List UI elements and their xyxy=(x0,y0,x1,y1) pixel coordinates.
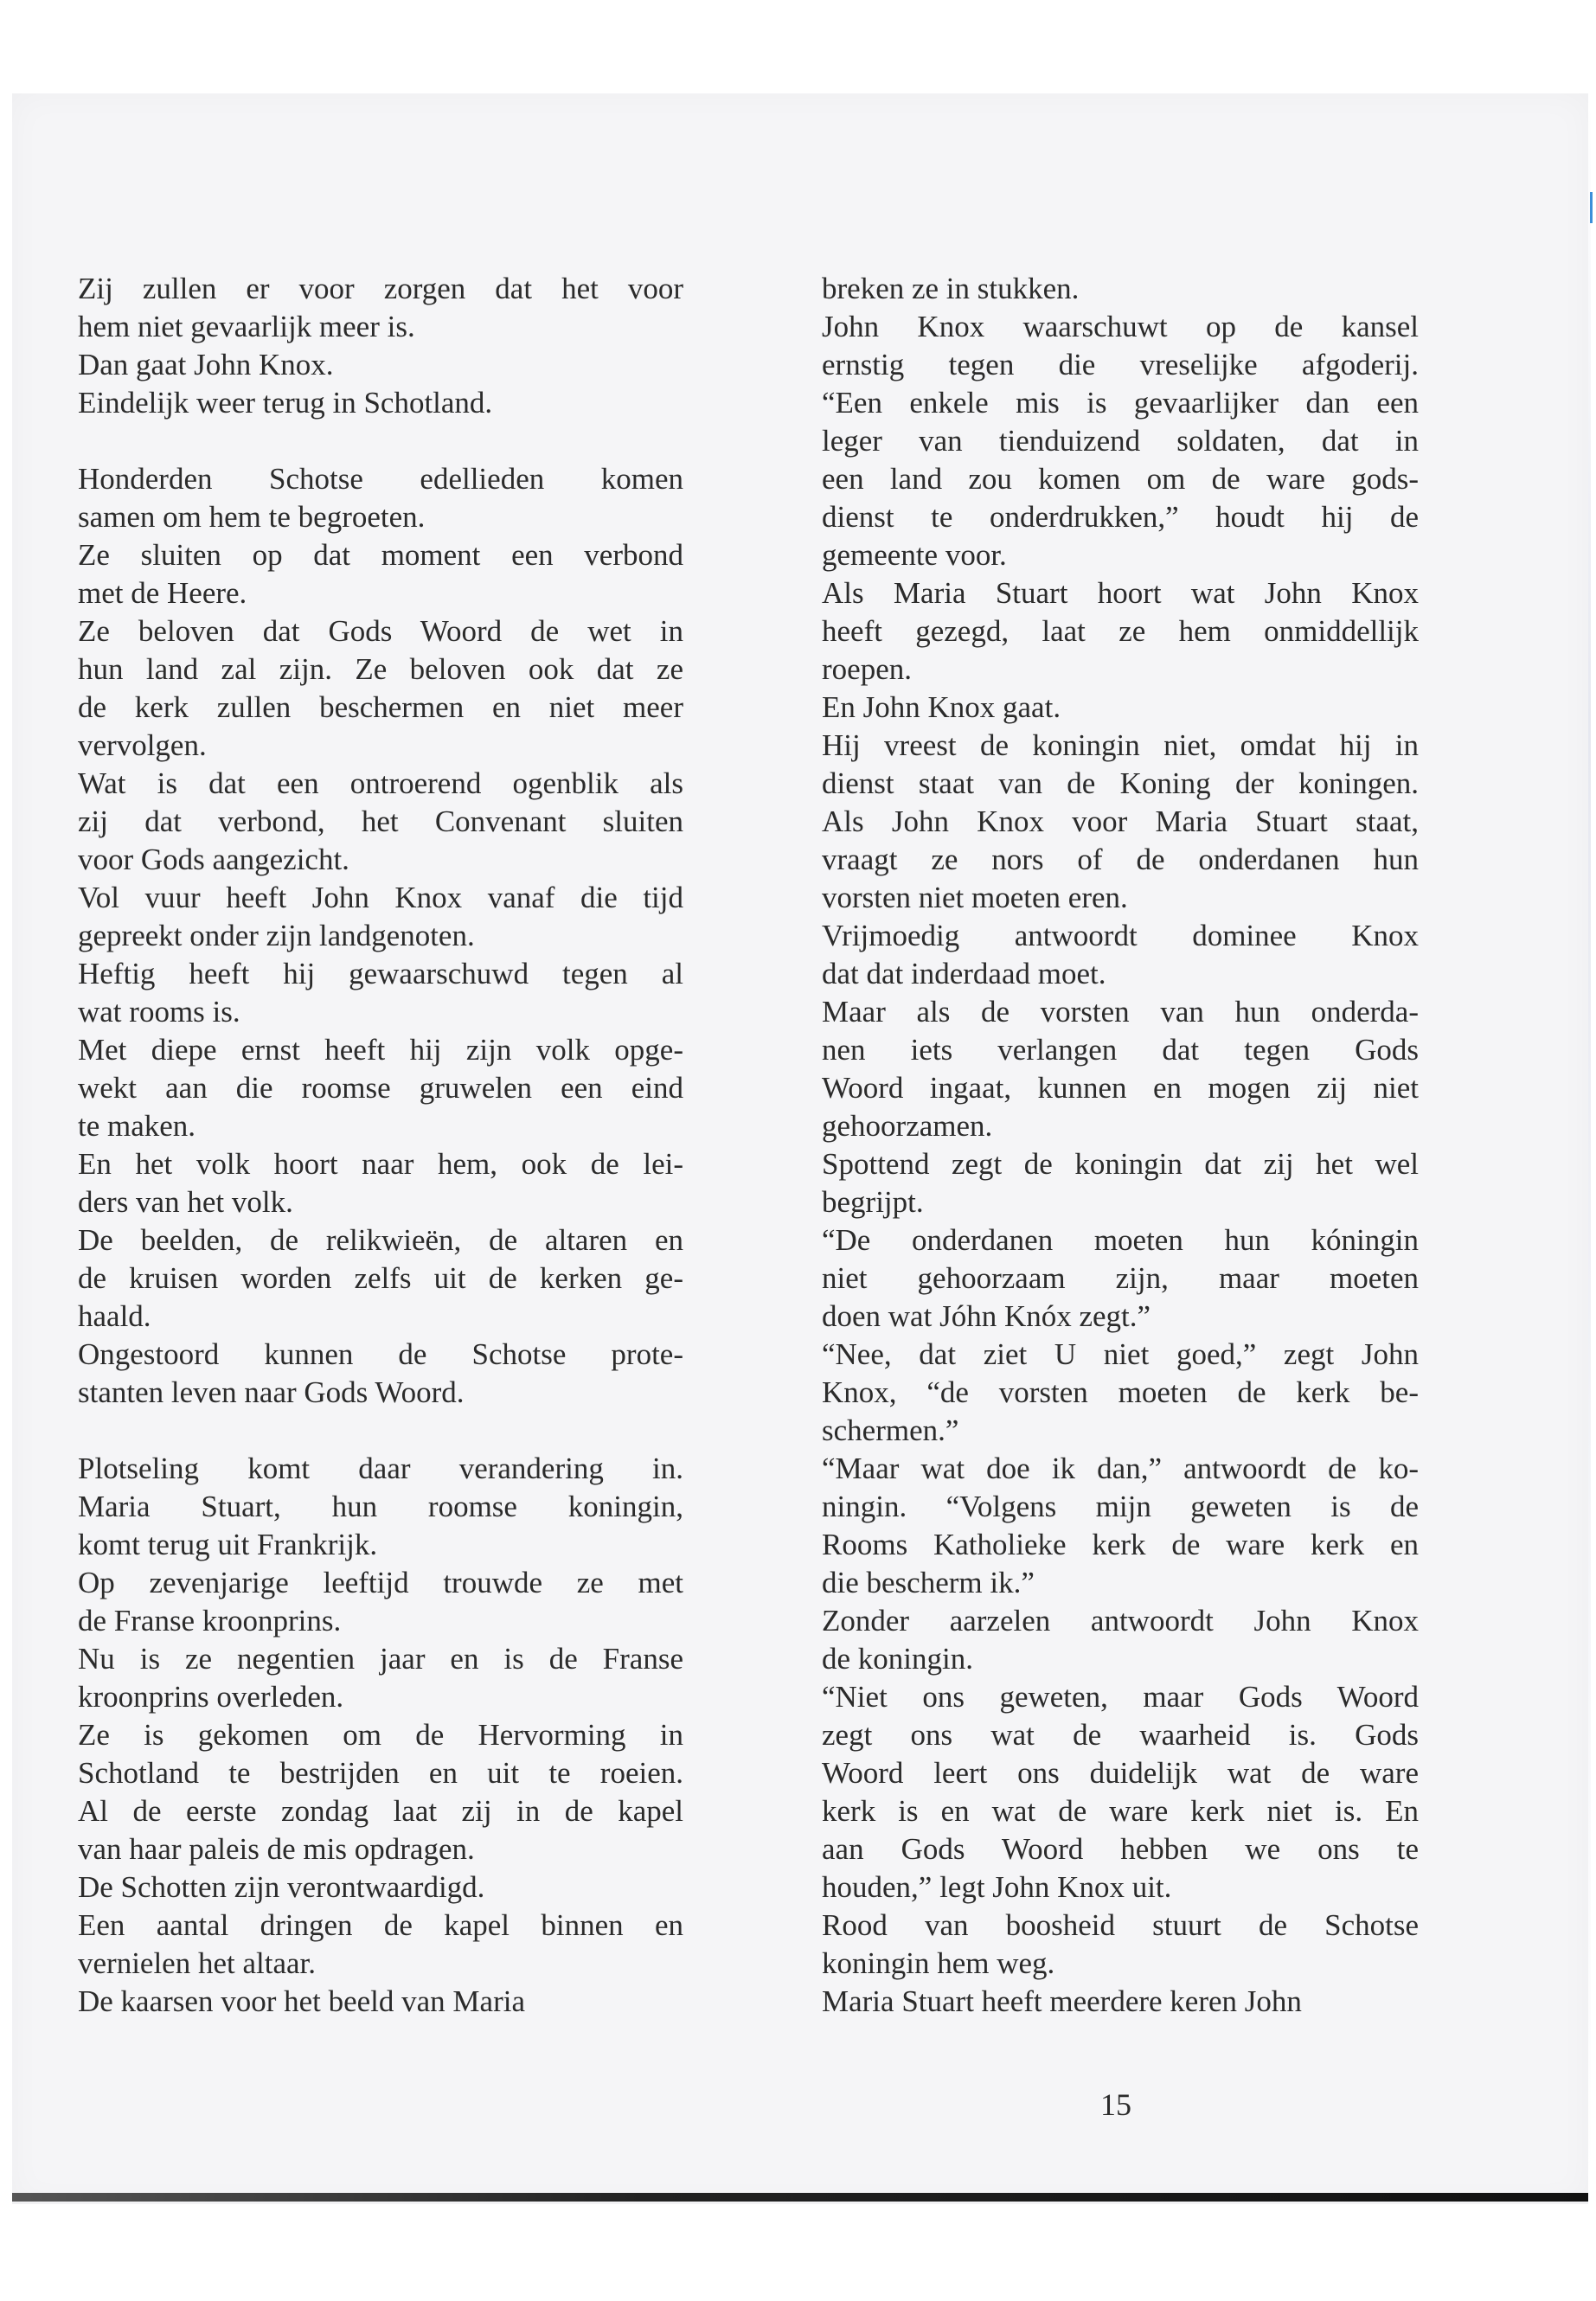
text-line: de kruisen worden zelfs uit de kerken ge- xyxy=(78,1261,683,1295)
text-line: vorsten niet moeten eren. xyxy=(822,881,1128,914)
text-line: die bescherm ik.” xyxy=(822,1566,1035,1599)
text-line: hem niet gevaarlijk meer is. xyxy=(78,310,415,343)
text-line: Knox, “de vorsten moeten de kerk be- xyxy=(822,1375,1419,1409)
text-line: heeft gezegd, laat ze hem onmiddellijk xyxy=(822,614,1419,648)
text-line: ernstig tegen die vreselijke afgoderij. xyxy=(822,348,1419,381)
text-line: Al de eerste zondag laat zij in de kapel xyxy=(78,1794,683,1828)
text-line: Heftig heeft hij gewaarschuwd tegen al xyxy=(78,957,683,990)
text-line: houden,” legt John Knox uit. xyxy=(822,1870,1172,1904)
text-paragraph xyxy=(78,1450,683,2021)
text-line: Een aantal dringen de kapel binnen en xyxy=(78,1908,683,1942)
text-line: Rood van boosheid stuurt de Schotse xyxy=(822,1908,1419,1942)
text-paragraph xyxy=(78,270,683,422)
text-line: komt terug uit Frankrijk. xyxy=(78,1528,378,1561)
text-line: Dan gaat John Knox. xyxy=(78,348,334,381)
text-line: Nu is ze negentien jaar en is de Franse xyxy=(78,1642,683,1676)
text-line: koningin hem weg. xyxy=(822,1946,1055,1980)
text-line: “Niet ons geweten, maar Gods Woord xyxy=(822,1680,1419,1714)
text-line: een land zou komen om de ware gods- xyxy=(822,462,1419,496)
text-line: De beelden, de relikwieën, de altaren en xyxy=(78,1223,683,1257)
text-line: begrijpt. xyxy=(822,1185,924,1219)
text-line: schermen.” xyxy=(822,1413,959,1447)
text-line: En John Knox gaat. xyxy=(822,690,1061,724)
text-line: Als John Knox voor Maria Stuart staat, xyxy=(822,804,1419,838)
text-line: Wat is dat een ontroerend ogenblik als xyxy=(78,766,683,800)
text-line: kroonprins overleden. xyxy=(78,1680,344,1714)
page-bottom-edge xyxy=(12,2193,1588,2202)
text-line: Eindelijk weer terug in Schotland. xyxy=(78,386,493,420)
text-line: Maria Stuart heeft meerdere keren John xyxy=(822,1984,1302,2018)
text-line: Als Maria Stuart hoort wat John Knox xyxy=(822,576,1419,610)
text-line: En het volk hoort naar hem, ook de lei- xyxy=(78,1147,683,1181)
text-line: “Een enkele mis is gevaarlijker dan een xyxy=(822,386,1419,420)
text-line: aan Gods Woord hebben we ons te xyxy=(822,1832,1419,1866)
text-line: vraagt ze nors of de onderdanen hun xyxy=(822,843,1419,876)
text-line: Plotseling komt daar verandering in. xyxy=(78,1452,683,1485)
text-line: Ze is gekomen om de Hervorming in xyxy=(78,1718,683,1752)
page-edge xyxy=(1588,104,1591,2180)
text-line: te maken. xyxy=(78,1109,196,1143)
text-line: Vol vuur heeft John Knox vanaf die tijd xyxy=(78,881,683,914)
text-line: kerk is en wat de ware kerk niet is. En xyxy=(822,1794,1419,1828)
text-line: doen wat Jóhn Knóx zegt.” xyxy=(822,1299,1151,1333)
text-line: haald. xyxy=(78,1299,151,1333)
text-line: Ongestoord kunnen de Schotse prote- xyxy=(78,1337,683,1371)
text-line: gemeente voor. xyxy=(822,538,1007,572)
text-line: samen om hem te begroeten. xyxy=(78,500,426,534)
text-line: voor Gods aangezicht. xyxy=(78,843,349,876)
text-line: dienst te onderdrukken,” houdt hij de xyxy=(822,500,1419,534)
text-line: Ze beloven dat Gods Woord de wet in xyxy=(78,614,683,648)
text-line: roepen. xyxy=(822,652,912,686)
text-line: de kerk zullen beschermen en niet meer xyxy=(78,690,683,724)
text-line: gehoorzamen. xyxy=(822,1109,993,1143)
text-line: zegt ons wat de waarheid is. Gods xyxy=(822,1718,1419,1752)
text-line: van haar paleis de mis opdragen. xyxy=(78,1832,475,1866)
page-number: 15 xyxy=(1100,2087,1131,2122)
text-line: Spottend zegt de koningin dat zij het wel xyxy=(822,1147,1419,1181)
paragraph-gap xyxy=(78,422,683,460)
text-line: Rooms Katholieke kerk de ware kerk en xyxy=(822,1528,1419,1561)
text-line: Met diepe ernst heeft hij zijn volk opge- xyxy=(78,1033,683,1067)
text-line: “Maar wat doe ik dan,” antwoordt de ko- xyxy=(822,1452,1419,1485)
text-line: “De onderdanen moeten hun kóningin xyxy=(822,1223,1419,1257)
text-line: Maria Stuart, hun roomse koningin, xyxy=(78,1490,683,1523)
text-line: Zij zullen er voor zorgen dat het voor xyxy=(78,272,683,305)
text-line: Woord leert ons duidelijk wat de ware xyxy=(822,1756,1419,1790)
edge-color-mark xyxy=(1590,192,1593,223)
text-line: nen iets verlangen dat tegen Gods xyxy=(822,1033,1419,1067)
text-line: breken ze in stukken. xyxy=(822,272,1080,305)
text-line: vernielen het altaar. xyxy=(78,1946,316,1980)
text-line: niet gehoorzaam zijn, maar moeten xyxy=(822,1261,1419,1295)
text-line: zij dat verbond, het Convenant sluiten xyxy=(78,804,683,838)
text-line: de Franse kroonprins. xyxy=(78,1604,342,1638)
text-line: De Schotten zijn verontwaardigd. xyxy=(78,1870,485,1904)
text-line: Hij vreest de koningin niet, omdat hij in xyxy=(822,728,1419,762)
text-line: De kaarsen voor het beeld van Maria xyxy=(78,1984,526,2018)
text-line: met de Heere. xyxy=(78,576,247,610)
text-line: wat rooms is. xyxy=(78,995,240,1029)
right-text-column xyxy=(822,270,1419,2021)
text-line: dat dat inderdaad moet. xyxy=(822,957,1106,990)
text-line: hun land zal zijn. Ze beloven ook dat ze xyxy=(78,652,683,686)
text-line: Zonder aarzelen antwoordt John Knox xyxy=(822,1604,1419,1638)
text-paragraph xyxy=(822,270,1419,2021)
text-line: Honderden Schotse edellieden komen xyxy=(78,462,683,496)
text-line: stanten leven naar Gods Woord. xyxy=(78,1375,465,1409)
text-line: de koningin. xyxy=(822,1642,973,1676)
text-line: “Nee, dat ziet U niet goed,” zegt John xyxy=(822,1337,1419,1371)
text-line: dienst staat van de Koning der koningen. xyxy=(822,766,1419,800)
text-line: Vrijmoedig antwoordt dominee Knox xyxy=(822,919,1419,952)
text-line: gepreekt onder zijn landgenoten. xyxy=(78,919,475,952)
text-line: John Knox waarschuwt op de kansel xyxy=(822,310,1419,343)
text-line: Woord ingaat, kunnen en mogen zij niet xyxy=(822,1071,1419,1105)
text-line: wekt aan die roomse gruwelen een eind xyxy=(78,1071,683,1105)
text-line: vervolgen. xyxy=(78,728,207,762)
text-line: leger van tienduizend soldaten, dat in xyxy=(822,424,1419,458)
text-line: ningin. “Volgens mijn geweten is de xyxy=(822,1490,1419,1523)
text-line: Ze sluiten op dat moment een verbond xyxy=(78,538,683,572)
text-line: ders van het volk. xyxy=(78,1185,293,1219)
text-paragraph xyxy=(78,460,683,1412)
paragraph-gap xyxy=(78,1412,683,1450)
text-line: Schotland te bestrijden en uit te roeien. xyxy=(78,1756,683,1790)
text-line: Maar als de vorsten van hun onderda- xyxy=(822,995,1419,1029)
text-line: Op zevenjarige leeftijd trouwde ze met xyxy=(78,1566,683,1599)
left-text-column xyxy=(78,270,683,2021)
